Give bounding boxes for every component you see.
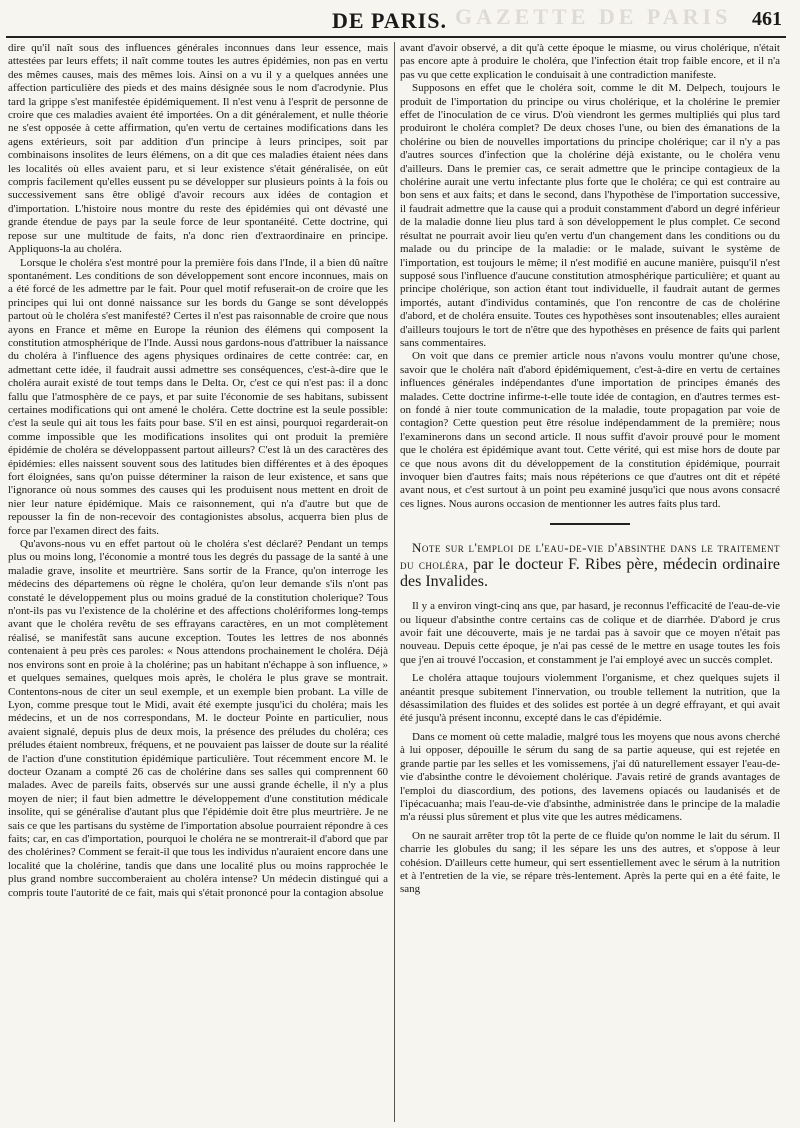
paragraph: Le choléra attaque toujours violemment l'organisme, et chez quelques sujets il anéantit presque subitement l'innervation, ou trouble tellement la nutrition, que la désassimilation des fluides et des solides est portée à un degré effrayant, et qui avait été jusqu'à présent inconnu, excepté dans le cas d'épidémie. bbox=[400, 672, 780, 725]
page-number: 461 bbox=[752, 8, 782, 30]
paragraph: Supposons en effet que le choléra soit, comme le dit M. Delpech, toujours le produit de l'importation du principe ou virus cholérique, et la cholérine le premier effet de l'inoculation de ce virus. D'où viendront les germes multipliés qui plus tard produiront le choléra complet? De deux choses l'une, ou bien des émanations de la cholérine ou bien de nouvelles importations du principe cholérique; car il n'y a pas d'autres sources d'infection que la cholérine déjà existante, ou le choléra venu d'ailleurs. Dans le premier cas, ce serait admettre que le principe contagieux de la cholérine aurait une vertu infectante plus forte que le choléra; ce qui est contraire au bon sens et aux faits; et dans le second, dans l'hypothèse de l'importation successive, il faudrait admettre que la cause qui a produit constamment d'abord un degré inférieur de la maladie donne lieu plus tard à son développement le plus complet. Ce second résultat ne pourrait avoir lieu qu'en vertu d'un changement dans les conditions ou du malade ou du principe de la maladie: or le malade, suivant le système de l'importation, est toujours le même; il n'est modifié en aucune manière, puisqu'il n'est supposé sous l'influence d'aucune constitution atmosphérique particulière; et quant au principe cholérique, son action étant tout individuelle, il faudrait autant de germes importés, autant d'individus contaminés, que l'on rencontre de cas de cholérine d'abord, et de choléra ensuite. Toutes ces hypothèses sont insoutenables; elles auraient d'ailleurs toujours le tort de n'être que des hypothèses en présence de faits qui parlent sans commentaires. bbox=[400, 82, 780, 349]
paragraph: avant d'avoir observé, a dit qu'à cette époque le miasme, ou virus cholérique, n'était pas encore apte à produire le choléra, que l'infection était trop faible encore, et il n'a pas vu que cette explication le conduisait à une contradiction manifeste. bbox=[400, 42, 780, 81]
page-header bbox=[0, 6, 800, 36]
paragraph: On voit que dans ce premier article nous n'avons voulu montrer qu'une chose, savoir que le choléra naît d'abord épidémiquement, c'est-à-dire en vertu de certaines influences générales indépendantes d'une importation de principes émanés des malades. Cette doctrine infirme-t-elle toute idée de contagion, en d'autres termes est-on fondé à nier toute communication de la maladie, toute propagation par voie de contagion? Cette question peut être résolue indépendamment de la première; nous l'examinerons dans un second article. Il nous suffit d'avoir prouvé pour le moment que le choléra est épidémique avant tout. Cette vérité, qui est mise hors de doute par ce que nous avons dit du développement de la constitution épidémique, pourrait invoquer bien d'autres faits; mais nous répéterions ce que d'autres ont dit et répété avant nous, et c'est surtout à un point peu examiné jusqu'ici que nous avons consacré ces lignes. Nous aurons occasion de mentionner les autres faits plus tard. bbox=[400, 350, 780, 510]
paragraph: Il y a environ vingt-cinq ans que, par hasard, je reconnus l'efficacité de l'eau-de-vie ou liqueur d'absinthe contre certains cas de colique et de diarrhée. D'abord je crus avoir fait une découverte, mais je ne tardai pas à savoir que ce moyen n'était pas nouveau. Depuis cette époque, je n'ai pas cessé de le mettre en usage toutes les fois que j'en ai trouvé l'occasion, et constamment je l'ai employé avec un succès complet. bbox=[400, 600, 780, 666]
running-title: DE PARIS. bbox=[332, 8, 447, 33]
right-column bbox=[400, 42, 780, 1122]
article-title-lead: Note sur l'emploi de l'eau-de-vie d'absinthe dans le traitement du choléra, bbox=[400, 540, 780, 573]
paragraph: Qu'avons-nous vu en effet partout où le choléra s'est déclaré? Pendant un temps plus ou moins long, l'économie a montré tous les degrés du passage de la santé à une maladie grave, insolite et meurtrière. Sans sortir de la France, qu'on interroge les médecins des départemens où règne le choléra, qu'on leur demande s'ils n'ont pas constaté le développement plus ou moins gradué de la constitution cholerique? Tous n'ont-ils pas vu l'existence de la cholérine et des affections cholériformes long-temps avant que le choléra revêtu de ses effrayans caractères, en un mot complètement réalisé, se manifestât sans aucune exception. Toutes les lettres de nos abonnés contenaient à peu près ces paroles: « Nous attendons prochainement le choléra. Déjà nos environs sont en proie à la cholérine; pas un habitant n'échappe à son influence, » et quelques semaines, quelques mois après, le choléra le plus grave se montrait. Contentons-nous de citer un seul exemple, et un exemple bien probant. La ville de Lyon, comme presque tout le Midi, avait été exempte jusqu'ici du choléra; mais les médecins, et un de nos correspondans, M. le docteur Pointe en particulier, nous avaient signalé, depuis plus de deux mois, la présence des préludes du choléra; ces préludes étaient nombreux, fréquens, et ne pouvaient pas laisser de doute sur la réalité de l'action d'une constitution épidémique particulière. Tout récemment encore M. le docteur Ozanam a compté 26 cas de cholérine dans ses salles qui comprennent 60 malades. Avec de pareils faits, observés sur une aussi grande échelle, il n'y a plus moyen de nier; il faut bien admettre le développement d'une constitution médicale insolite, qui se généralise d'autant plus que l'épidémie doit être plus meurtrière. Je ne sais ce que les partisans du système de l'importation absolue pourraient répondre à ces faits; car, en cas d'importation, pourquoi le choléra ne se montrerait-il d'abord que par des cholérines? Comment se ferait-il que tous les individus n'auraient encore dans une localité que la cholérine, tandis que dans une localité plus ou moins rapprochée le plus grand nombre succomberaient au choléra intense? Un médecin distingué qui a compris toute l'autorité de ce fait, mais qui s'était prononcé pour la contagion absolue bbox=[8, 538, 388, 899]
header-rule bbox=[6, 36, 786, 38]
paragraph: Lorsque le choléra s'est montré pour la première fois dans l'Inde, il a bien dû naître spontanément. Les conditions de son développement sont encore inconnues, mais on a été forcé de les admettre par le fait. Pour quel motif refuserait-on de croire que les principes qui lui ont donné naissance sur les bords du Gange se sont développés partout où le choléra s'est manifesté? Certes il n'est pas raisonnable de croire que nous ayons en France et même en Europe la réunion des élémens qui composent la constitution atmosphérique de l'Inde. Aussi nous gardons-nous d'attribuer la naissance du choléra à l'influence des agens physiques ordinaires de cette contrée: car, en admettant cette idée, il faudrait aussi admettre ses conséquences, c'est-à-dire que le choléra aurait existé de tout temps dans le Delta. Or, c'est ce qui n'est pas: il a donc fallu que l'atmosphère de ce pays, et par suite l'économie de ses habitans, subissent certaines modifications qui ont amené le choléra. Cette doctrine est la seule possible: c'est la seule qui ait tous les faits pour base. S'il en est ainsi, pourquoi regarderait-on comme impossible que les modifications insolites qui ont produit la première épidémie de choléra se développassent partout ailleurs? C'est là un des caractères des épidémies: elles naissent souvent sous des latitudes bien différentes et à des époques fort éloignées, sans qu'on puisse déterminer la raison de leur existence, et sans que l'ignorance où nous sommes des causes qui les produisent nous mettent en droit de nier leur nature épidémique. Mais ce raisonnement, qui n'a d'autre but que de repousser la fin de non-recevoir des contagionistes absolus, acquerra bien plus de force par l'examen direct des faits. bbox=[8, 256, 388, 537]
paragraph: dire qu'il naît sous des influences générales inconnues dans leur essence, mais attestées par leurs effets; il naît comme toutes les autres épidémies, non pas en vertu des mêmes causes, mais des mêmes lois. Ainsi on a vu il y a quelques années une affection particulière des pieds et des mains désignée sous le nom d'acrodynie. Plus tard la grippe s'est manifestée épidémiquement. Il n'est venu à l'esprit de personne de croire que ces maladies avaient été importées. On a dit généralement, et nulle théorie ne s'est opposée à cette affirmation, qu'en vertu de certaines modifications dans les agens extérieurs, soit par addition d'un principe à leurs principes, soit par combinaisons insolites de leurs élémens, on a dit que ces maladies étaient nées dans les localités où elles avaient paru, et si leur existence s'était généralisée, on eût compris facilement qu'elles eussent pu se développer sur plusieurs points à la fois ou successivement sans être obligé d'avoir recours aux idées de contagion et d'importation. L'histoire nous montre du reste des épidémies qui ont dévasté une grande étendue de pays par la seule force de leur spontanéité. Cette doctrine, qui repose sur une multitude de faits, n'a donc rien d'extraordinaire en principe. Appliquons-la au choléra. bbox=[8, 42, 388, 256]
article-author: par le docteur F. Ribes père, médecin ordinaire des Invalides. bbox=[400, 556, 780, 591]
left-column bbox=[8, 42, 388, 1122]
paragraph: On ne saurait arrêter trop tôt la perte de ce fluide qu'on nomme le lait du sérum. Il charrie les globules du sang; il les sépare les uns des autres, et s'oppose à leur cohésion. D'ailleurs cette humeur, qui sert essentiellement avec le sérum à la nutrition et à l'entretien de la vie, se répare très-lentement. Après la perte qui en a été faite, le sang bbox=[400, 829, 780, 896]
article-title bbox=[400, 539, 780, 590]
column-divider bbox=[394, 42, 395, 1122]
bleed-through-masthead: GAZETTE DE PARIS bbox=[455, 4, 732, 26]
section-separator bbox=[550, 523, 630, 525]
article-body bbox=[400, 600, 780, 897]
paragraph: Dans ce moment où cette maladie, malgré tous les moyens que nous avons cherché à lui opposer, dépouille le sérum du sang de sa partie aqueuse, qui est rejetée en grande partie par les selles et les vomissemens, j'ai dû naturellement essayer l'eau-de-vie d'absinthe contre le dévoiement cholérique. J'avais retiré de grands avantages de l'emploi du diascordium, des potions, des lavemens opiacés ou laudanisés et de l'ipécacuanha; mais l'eau-de-vie d'absinthe, administrée dans le principe de la maladie m'a réussi plus sûrement et plus vite que les autres médicamens. bbox=[400, 730, 780, 824]
